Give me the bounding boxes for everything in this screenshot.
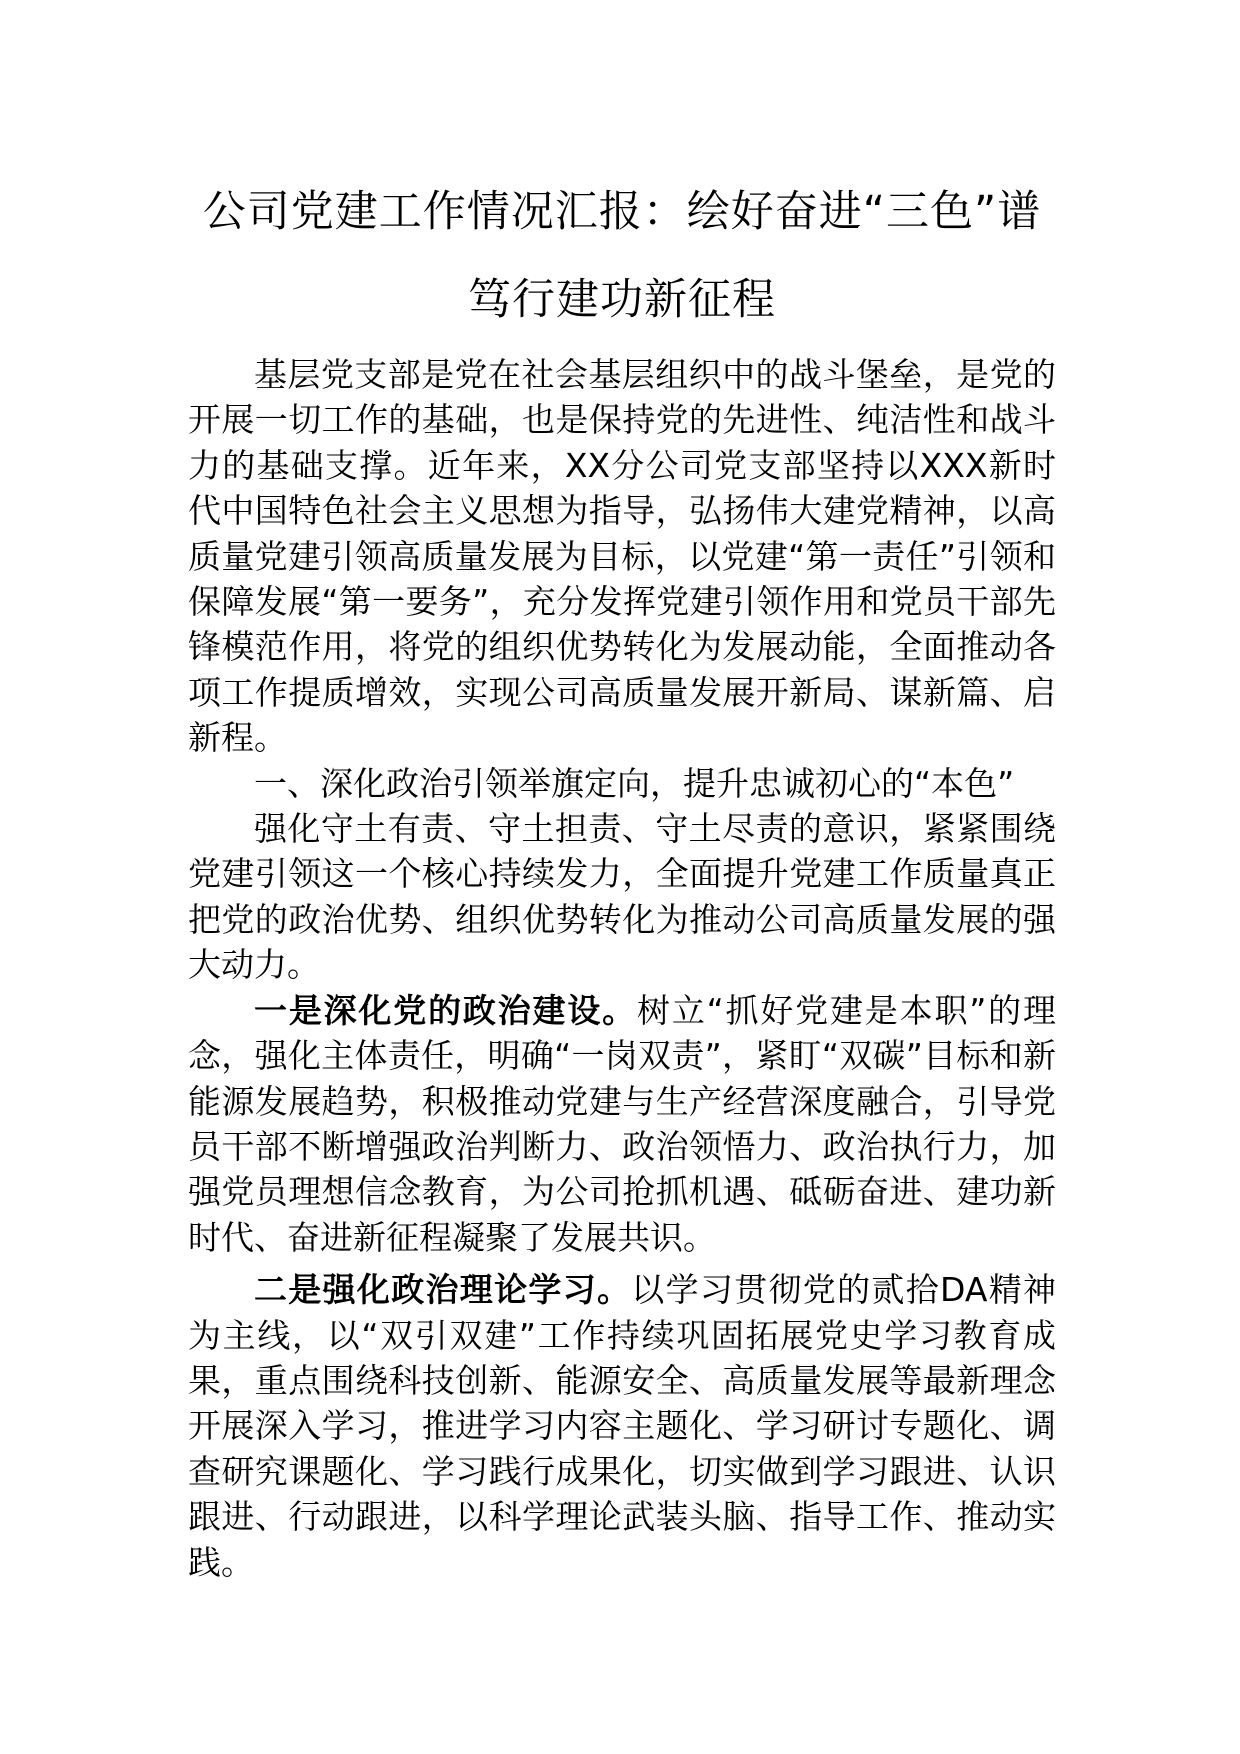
section-1-heading: 一、深化政治引领举旗定向，提升忠诚初心的“本色” [254, 763, 1015, 803]
item-1-lead: 一是深化党的政治建设。 [254, 990, 637, 1030]
section-1-item-1 [188, 988, 1056, 1260]
item-2-body: 以学习贯彻党的贰拾DA精神为主线，以“双引双建”工作持续巩固拓展党史学习教育成果，重点围绕科技创新、能源安全、高质量发展等最新理念开展深入学习，推进学习内容主题化、学习研讨专题化、调查研究课题化、学习践行成果化，切实做到学习跟进、认识跟进、行动跟进，以科学理论武装头脑、指导工作、推动实践。 [188, 1270, 1056, 1582]
document-title: 公司党建工作情况汇报：绘好奋进“三色”谱 笃行建功新征程 [202, 187, 1042, 325]
section-1-summary: 强化守土有责、守土担责、守土尽责的意识，紧紧围绕党建引领这一个核心持续发力，全面提升党建工作质量真正把党的政治优势、组织优势转化为推动公司高质量发展的强大动力。 [188, 809, 1056, 985]
section-1-item-2 [188, 1267, 1056, 1585]
intro-paragraph: 基层党支部是党在社会基层组织中的战斗堡垒，是党的开展一切工作的基础，也是保持党的先进性、纯洁性和战斗力的基础支撑。近年来，XX分公司党支部坚持以XXX新时代中国特色社会主义思想为指导，弘扬伟大建党精神，以高质量党建引领高质量发展为目标，以党建“第一责任”引领和保障发展“第一要务”，充分发挥党建引领作用和党员干部先锋模范作用，将党的组织优势转化为发展动能，全面推动各项工作提质增效，实现公司高质量发展开新局、谋新篇、启新程。 [188, 355, 1056, 758]
document-page [188, 168, 1056, 1585]
item-2-lead: 二是强化政治理论学习。 [254, 1270, 632, 1310]
item-1-body: 树立“抓好党建是本职”的理念，强化主体责任，明确“一岗双责”，紧盯“双碳”目标和新能源发展趋势，积极推动党建与生产经营深度融合，引导党员干部不断增强政治判断力、政治领悟力、政治执行力，加强党员理想信念教育，为公司抢抓机遇、砥砺奋进、建功新时代、奋进新征程凝聚了发展共识。 [188, 990, 1056, 1257]
